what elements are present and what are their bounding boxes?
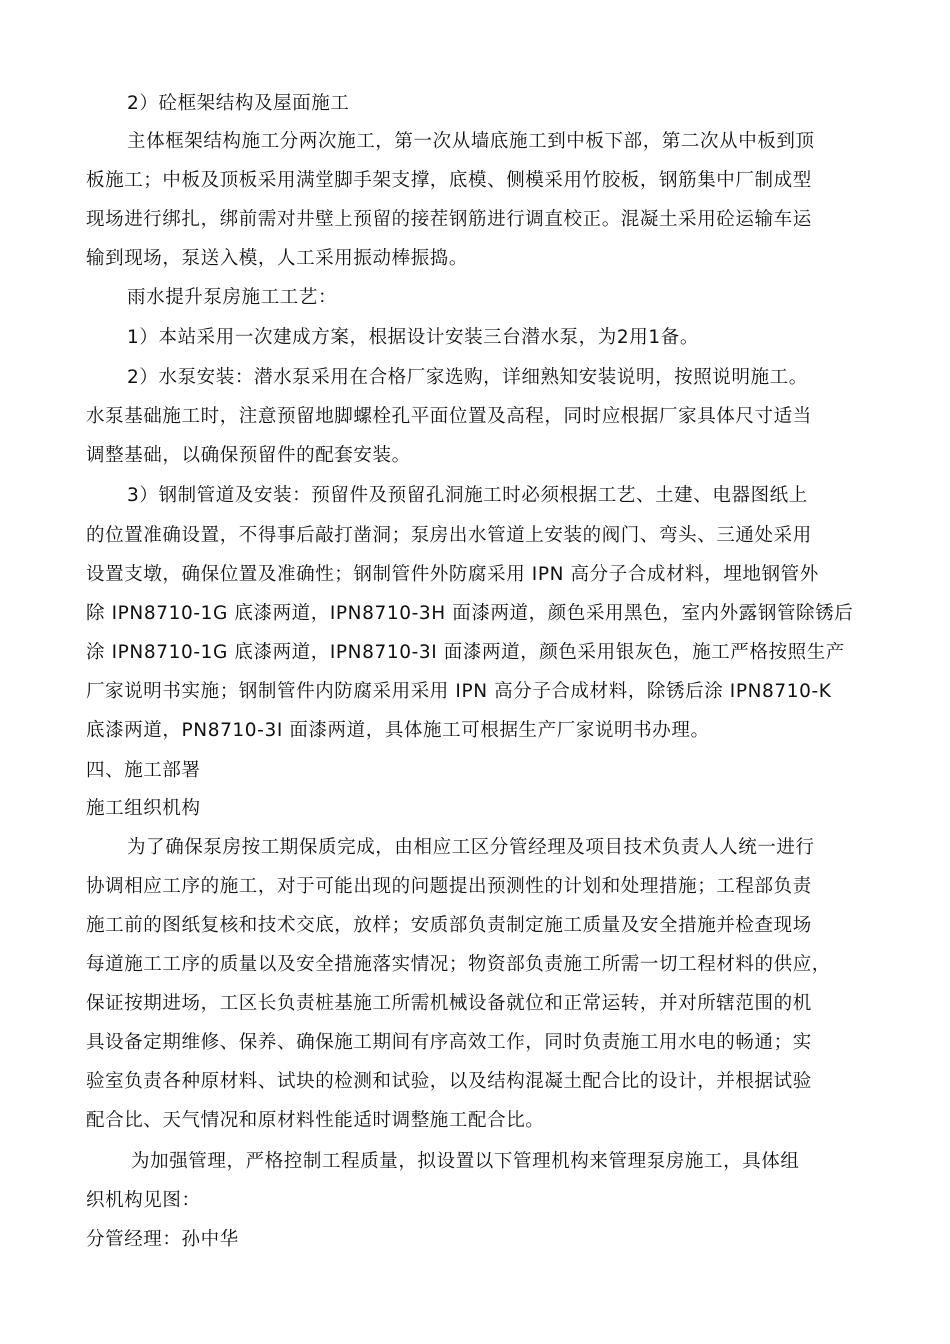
paragraph-line: 水泵基础施工时，注意预留地脚螺栓孔平面位置及高程，同时应根据厂家具体尺寸适当 — [86, 406, 812, 427]
paragraph-line: 协调相应工序的施工，对于可能出现的问题提出预测性的计划和处理措施；工程部负责 — [86, 876, 812, 897]
manager-line: 分管经理：孙中华 — [86, 1229, 239, 1250]
paragraph-line: 保证按期进场，工区长负责桩基施工所需机械设备就位和正常运转，并对所辖范围的机 — [86, 993, 812, 1014]
paragraph-line: 为了确保泵房按工期保质完成，由相应工区分管经理及项目技术负责人人统一进行 — [127, 837, 815, 858]
paragraph-line: 3）钢制管道及安装：预留件及预留孔洞施工时必须根据工艺、土建、电器图纸上 — [127, 485, 808, 506]
paragraph-line: 2）水泵安装：潜水泵采用在合格厂家选购，详细熟知安装说明，按照说明施工。 — [127, 367, 808, 388]
paragraph-line: 底漆两道，PN8710-3I 面漆两道，具体施工可根据生产厂家说明书办理。 — [86, 720, 710, 741]
paragraph-line: 每道施工工序的质量以及安全措施落实情况；物资部负责施工所需一切工程材料的供应， — [86, 954, 831, 975]
paragraph-line: 织机构见图： — [86, 1190, 201, 1211]
paragraph-line: 输到现场，泵送入模，人工采用振动棒振捣。 — [86, 248, 469, 269]
heading-frame-structure: 2）砼框架结构及屋面施工 — [127, 93, 350, 114]
paragraph-line: 为加强管理，严格控制工程质量，拟设置以下管理机构来管理泵房施工，具体组 — [131, 1151, 800, 1172]
paragraph-line: 现场进行绑扎，绑前需对井壁上预留的接茬钢筋进行调直校正。混凝土采用砼运输车运 — [86, 209, 812, 230]
subsection-heading: 施工组织机构 — [86, 798, 201, 819]
paragraph-line: 厂家说明书实施；钢制管件内防腐采用采用 IPN 高分子合成材料，除锈后涂 IPN8710-K — [86, 681, 832, 702]
paragraph-line: 主体框架结构施工分两次施工，第一次从墙底施工到中板下部，第二次从中板到顶 — [127, 131, 815, 152]
paragraph-line: 涂 IPN8710-1G 底漆两道，IPN8710-3I 面漆两道，颜色采用银灰色，施工严格按照生产 — [86, 642, 845, 663]
paragraph-line: 具设备定期维修、保养、确保施工期间有序高效工作，同时负责施工用水电的畅通；实 — [86, 1032, 812, 1053]
section-heading: 四、施工部署 — [86, 760, 201, 781]
paragraph-line: 验室负责各种原材料、试块的检测和试验，以及结构混凝土配合比的设计，并根据试验 — [86, 1071, 812, 1092]
paragraph-line: 的位置准确设置，不得事后敲打凿洞；泵房出水管道上安装的阀门、弯头、三通处采用 — [86, 525, 812, 546]
paragraph-line: 配合比、天气情况和原材料性能适时调整施工配合比。 — [86, 1110, 545, 1131]
paragraph-line: 板施工；中板及顶板采用满堂脚手架支撑，底模、侧模采用竹胶板，钢筋集中厂制成型 — [86, 170, 812, 191]
paragraph-line: 除 IPN8710-1G 底漆两道，IPN8710-3H 面漆两道，颜色采用黑色，室内外露钢管除锈后 — [86, 603, 854, 624]
paragraph-line: 设置支墩，确保位置及准确性；钢制管件外防腐采用 IPN 高分子合成材料，埋地钢管外 — [86, 564, 819, 585]
paragraph-line: 1）本站采用一次建成方案，根据设计安装三台潜水泵，为2用1备。 — [127, 327, 699, 348]
heading-pump-process: 雨水提升泵房施工工艺： — [127, 287, 338, 308]
paragraph-line: 施工前的图纸复核和技术交底，放样；安质部负责制定施工质量及安全措施并检查现场 — [86, 915, 812, 936]
paragraph-line: 调整基础，以确保预留件的配套安装。 — [86, 445, 411, 466]
